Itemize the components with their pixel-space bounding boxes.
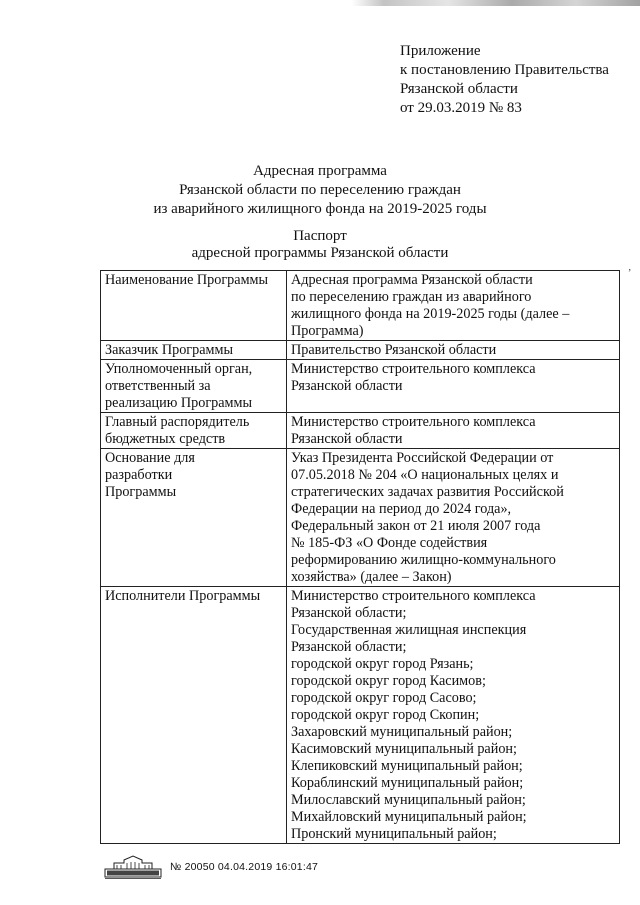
passport-table — [100, 270, 620, 844]
value-line: № 185-ФЗ «О Фонде содействия — [291, 535, 488, 551]
value-line: городской округ город Сасово; — [291, 690, 477, 706]
value-line: реформированию жилищно-коммунального — [291, 552, 556, 568]
label-line: реализацию Программы — [105, 395, 253, 411]
value-line: Кораблинский муниципальный район; — [291, 775, 524, 791]
registration-footer — [104, 855, 318, 879]
title-line: из аварийного жилищного фонда на 2019-2025 годы — [153, 201, 487, 217]
row-label — [101, 449, 287, 587]
label-line: Заказчик Программы — [105, 342, 233, 358]
row-label — [101, 587, 287, 844]
passport-line: адресной программы Рязанской области — [191, 245, 449, 261]
table-row — [101, 413, 620, 449]
value-line: жилищного фонда на 2019-2025 годы (далее – — [291, 306, 570, 322]
value-line: городской округ город Рязань; — [291, 656, 474, 672]
title-line: Адресная программа — [253, 163, 387, 179]
value-line: Милославский муниципальный район; — [291, 792, 526, 808]
row-value — [287, 413, 620, 449]
table-row — [101, 449, 620, 587]
value-line: стратегических задачах развития Российской — [291, 484, 564, 500]
appendix-line: к постановлению Правительства — [400, 62, 609, 78]
row-label — [101, 360, 287, 413]
value-line: Касимовский муниципальный район; — [291, 741, 517, 757]
label-line: ответственный за — [105, 378, 211, 394]
value-line: по переселению граждан из аварийного — [291, 289, 532, 305]
value-line: Министерство строительного комплекса — [291, 414, 536, 430]
value-line: Указ Президента Российской Федерации от — [291, 450, 554, 466]
label-line: Исполнители Программы — [105, 588, 261, 604]
value-line: Рязанской области — [291, 431, 403, 447]
value-line: Рязанской области — [291, 378, 403, 394]
document-title — [0, 162, 640, 219]
row-value — [287, 271, 620, 341]
value-line: городской округ город Касимов; — [291, 673, 486, 689]
row-value — [287, 360, 620, 413]
value-line: Министерство строительного комплекса — [291, 588, 536, 604]
label-line: Наименование Программы — [105, 272, 269, 288]
table-row — [101, 587, 620, 844]
value-line: Адресная программа Рязанской области — [291, 272, 533, 288]
label-line: Уполномоченный орган, — [105, 361, 253, 377]
value-line: Пронский муниципальный район; — [291, 826, 497, 842]
value-line: Клепиковский муниципальный район; — [291, 758, 523, 774]
row-value — [287, 341, 620, 360]
value-line: Михайловский муниципальный район; — [291, 809, 527, 825]
passport-heading — [0, 228, 640, 262]
value-line: Захаровский муниципальный район; — [291, 724, 513, 740]
label-line: Программы — [105, 484, 177, 500]
value-line: Министерство строительного комплекса — [291, 361, 536, 377]
registration-stamp: № 20050 04.04.2019 16:01:47 — [170, 861, 319, 873]
value-line: Федеральный закон от 21 июля 2007 года — [291, 518, 541, 534]
scan-mark: ‚ — [628, 262, 632, 273]
label-line: бюджетных средств — [105, 431, 226, 447]
row-label — [101, 271, 287, 341]
row-label — [101, 413, 287, 449]
value-line: Рязанской области; — [291, 605, 407, 621]
appendix-line: от 29.03.2019 № 83 — [400, 100, 522, 116]
appendix-line: Приложение — [400, 43, 481, 59]
scan-artifact — [0, 0, 640, 6]
label-line: Основание для — [105, 450, 195, 466]
value-line: городской округ город Скопин; — [291, 707, 480, 723]
appendix-header — [400, 42, 609, 118]
value-line: Федерации на период до 2024 года», — [291, 501, 512, 517]
label-line: разработки — [105, 467, 173, 483]
title-line: Рязанской области по переселению граждан — [179, 182, 461, 198]
passport-line: Паспорт — [293, 228, 347, 244]
registry-logo — [104, 855, 162, 879]
row-value — [287, 449, 620, 587]
value-line: Программа) — [291, 323, 364, 339]
label-line: Главный распорядитель — [105, 414, 250, 430]
value-line: Государственная жилищная инспекция — [291, 622, 527, 638]
row-label — [101, 341, 287, 360]
table-row — [101, 360, 620, 413]
table-row — [101, 271, 620, 341]
row-value — [287, 587, 620, 844]
value-line: хозяйства» (далее – Закон) — [291, 569, 452, 585]
value-line: 07.05.2018 № 204 «О национальных целях и — [291, 467, 559, 483]
table-row — [101, 341, 620, 360]
appendix-line: Рязанской области — [400, 81, 518, 97]
value-line: Правительство Рязанской области — [291, 342, 497, 358]
value-line: Рязанской области; — [291, 639, 407, 655]
